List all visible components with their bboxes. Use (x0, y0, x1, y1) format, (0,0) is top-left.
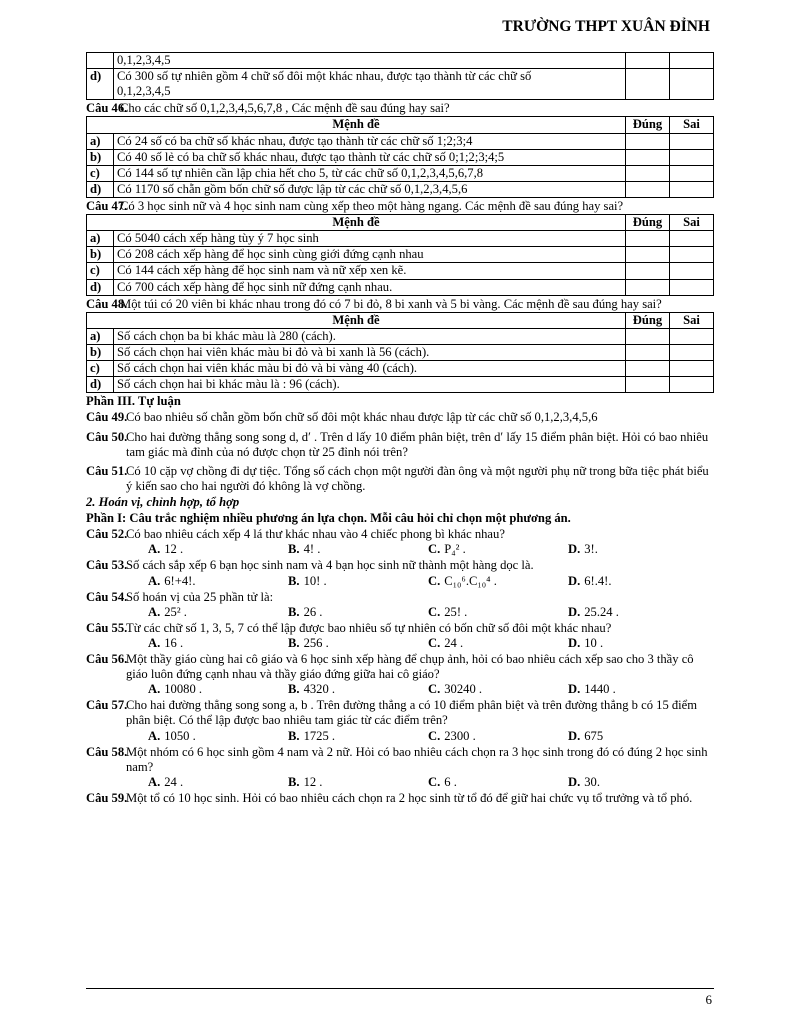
table-header-row (87, 312, 714, 328)
answer-cell-dung[interactable] (626, 279, 670, 295)
answer-cell-dung[interactable] (626, 149, 670, 165)
answer-option[interactable] (148, 775, 288, 790)
answer-cell-dung[interactable] (626, 377, 670, 393)
answer-cell-dung[interactable] (626, 165, 670, 181)
question-stem (86, 652, 714, 682)
answer-cell-sai[interactable] (670, 279, 714, 295)
table-row (87, 149, 714, 165)
page-number: 6 (705, 992, 712, 1007)
row-text: Có 144 cách xếp hàng để học sinh nam và nữ xếp xen kẽ. (114, 263, 626, 279)
table-row (87, 133, 714, 149)
row-text-line1: Có 300 số tự nhiên gồm 4 chữ số đôi một khác nhau, được tạo thành từ các chữ số (117, 69, 532, 84)
table-header-row (87, 215, 714, 231)
row-label: a) (87, 231, 114, 247)
question-text: Một túi có 20 viên bi khác nhau trong đó có 7 bi đỏ, 8 bi xanh và 5 bi vàng. Các mệnh đề sau đúng hay sai? (120, 296, 662, 311)
answer-option[interactable] (148, 542, 288, 557)
answer-cell-sai[interactable] (670, 165, 714, 181)
table-row (87, 53, 714, 69)
col-header-dung: Đúng (626, 117, 670, 133)
option-key: C. (428, 728, 441, 743)
option-key: A. (148, 774, 161, 789)
answer-cell-dung[interactable] (626, 133, 670, 149)
option-value: 2300 . (444, 728, 476, 743)
question-46 (86, 101, 714, 116)
question-50 (86, 430, 714, 460)
answer-option[interactable] (288, 542, 428, 557)
option-value: 25.24 . (584, 604, 619, 619)
answer-option[interactable] (568, 682, 708, 697)
option-key: A. (148, 682, 161, 697)
option-key: B. (288, 728, 300, 743)
option-key: A. (148, 573, 161, 588)
option-key: A. (148, 604, 161, 619)
question-text: Một nhóm có 6 học sinh gồm 4 nam và 2 nữ. Hỏi có bao nhiêu cách chọn ra 3 học sinh trong đó có đúng 2 học sinh nam? (126, 744, 708, 774)
question-text: Một tổ có 10 học sinh. Hỏi có bao nhiêu cách chọn ra 2 học sinh từ tổ đó để giữ hai chức vụ tổ trưởng và tổ phó. (126, 791, 693, 806)
answer-option[interactable] (288, 574, 428, 589)
option-value: 10! . (303, 573, 327, 588)
option-key: B. (288, 573, 300, 588)
q47-table (86, 214, 714, 296)
table-row (87, 263, 714, 279)
row-label: b) (87, 149, 114, 165)
row-label: d) (87, 181, 114, 197)
answer-cell-sai[interactable] (670, 247, 714, 263)
answer-cell-sai[interactable] (670, 181, 714, 197)
answer-options (86, 775, 714, 790)
option-value: 6!+4!. (164, 573, 196, 588)
option-key: B. (288, 604, 300, 619)
col-header-menh-de: Mệnh đề (87, 215, 626, 231)
option-value: 6 . (444, 774, 457, 789)
col-header-sai: Sai (670, 312, 714, 328)
option-value: 4320 . (303, 682, 336, 697)
answer-option[interactable] (148, 729, 288, 744)
row-text: Số cách chọn ba bi khác màu là 280 (cách). (114, 328, 626, 344)
part-3-title: Phần III. Tự luận (86, 394, 181, 409)
option-key: C. (428, 604, 441, 619)
row-text: Có 144 số tự nhiên cần lập chia hết cho 5, từ các chữ số 0,1,2,3,4,5,6,7,8 (114, 165, 626, 181)
col-header-sai: Sai (670, 117, 714, 133)
question-51 (86, 464, 714, 494)
answer-cell-dung[interactable] (626, 53, 670, 69)
question-text: Có bao nhiêu cách xếp 4 lá thư khác nhau vào 4 chiếc phong bì khác nhau? (126, 527, 505, 542)
col-header-menh-de: Mệnh đề (87, 117, 626, 133)
answer-option[interactable] (568, 542, 708, 557)
row-text (114, 69, 626, 100)
option-key: D. (568, 573, 581, 588)
answer-cell-sai[interactable] (670, 69, 714, 100)
option-value: 24 . (164, 774, 184, 789)
option-key: A. (148, 635, 161, 650)
mcq-list (86, 527, 714, 790)
question-number: Câu 52. (86, 527, 128, 542)
option-value: 256 . (303, 635, 329, 650)
table-row (87, 344, 714, 360)
question-47 (86, 199, 714, 214)
answer-option[interactable] (568, 574, 708, 589)
table-row (87, 69, 714, 100)
row-text: Có 24 số có ba chữ số khác nhau, được tạo thành từ các chữ số 1;2;3;4 (114, 133, 626, 149)
prev-question-table (86, 52, 714, 100)
answer-cell-dung[interactable] (626, 361, 670, 377)
col-header-dung: Đúng (626, 215, 670, 231)
row-text: Số cách chọn hai viên khác màu bi đỏ và bi xanh là 56 (cách). (114, 344, 626, 360)
option-key: D. (568, 682, 581, 697)
question-number: Câu 59. (86, 791, 128, 806)
question-number: Câu 49. (86, 410, 128, 425)
answer-option[interactable] (568, 605, 708, 620)
answer-cell-sai[interactable] (670, 361, 714, 377)
option-key: D. (568, 542, 581, 557)
answer-cell-dung[interactable] (626, 69, 670, 100)
table-row (87, 231, 714, 247)
q46-table (86, 116, 714, 198)
question-text: Có 10 cặp vợ chồng đi dự tiệc. Tổng số cách chọn một người đàn ông và một người phụ nữ trong bữa tiệc phát biểu ý kiến sao cho hai người đó không là vợ chồng. (126, 463, 709, 493)
answer-cell-sai[interactable] (670, 53, 714, 69)
row-label: b) (87, 247, 114, 263)
row-text: Có 700 cách xếp hàng để học sinh nữ đứng cạnh nhau. (114, 279, 626, 295)
question-text: Số cách sắp xếp 6 bạn học sinh nam và 4 bạn học sinh nữ thành một hàng dọc là. (126, 558, 534, 573)
option-value: 16 . (164, 635, 184, 650)
answer-cell-sai[interactable] (670, 344, 714, 360)
option-value: 30240 . (444, 682, 483, 697)
answer-option[interactable] (428, 682, 568, 697)
table-row (87, 279, 714, 295)
option-value: 6!.4!. (584, 573, 612, 588)
option-key: D. (568, 635, 581, 650)
option-value: 12 . (303, 774, 323, 789)
answer-option[interactable] (148, 636, 288, 651)
col-header-menh-de: Mệnh đề (87, 312, 626, 328)
q48-table (86, 312, 714, 394)
table-row (87, 377, 714, 393)
question-text: Có bao nhiêu số chẵn gồm bốn chữ số đôi một khác nhau được lập từ các chữ số 0,1,2,3,4,5,6 (126, 410, 598, 425)
row-label: d) (87, 279, 114, 295)
row-text: Có 5040 cách xếp hàng tùy ý 7 học sinh (114, 231, 626, 247)
mcq-question (86, 621, 714, 651)
answer-options (86, 605, 714, 620)
question-number: Câu 58. (86, 744, 128, 759)
row-text: Số cách chọn hai bi khác màu là : 96 (cách). (114, 377, 626, 393)
table-row (87, 181, 714, 197)
option-key: D. (568, 774, 581, 789)
answer-cell-sai[interactable] (670, 149, 714, 165)
option-value: P₄² . (444, 542, 466, 557)
school-header: TRƯỜNG THPT XUÂN ĐỈNH (502, 18, 710, 35)
row-text: Số cách chọn hai viên khác màu bi đỏ và bi vàng 40 (cách). (114, 361, 626, 377)
table-row (87, 247, 714, 263)
answer-option[interactable] (148, 605, 288, 620)
page-content (86, 52, 714, 806)
option-value: 25! . (444, 604, 468, 619)
answer-option[interactable] (148, 574, 288, 589)
option-key: C. (428, 635, 441, 650)
question-stem (86, 527, 714, 542)
option-key: B. (288, 682, 300, 697)
answer-option[interactable] (428, 636, 568, 651)
answer-options (86, 542, 714, 557)
row-text: 0,1,2,3,4,5 (114, 53, 626, 69)
mcq-question (86, 652, 714, 697)
mcq-question (86, 558, 714, 588)
section-2-title: 2. Hoán vị, chỉnh hợp, tổ hợp (86, 494, 240, 509)
answer-option[interactable] (428, 729, 568, 744)
table-row (87, 361, 714, 377)
question-text: Cho hai đường thẳng song song a, b . Trên đường thẳng a có 10 điểm phân biệt và trên đường thẳng b có 15 điểm phân biệt. Có thể lập được bao nhiêu tam giác từ các điểm trên? (126, 698, 698, 728)
question-stem (86, 590, 714, 605)
row-label: a) (87, 133, 114, 149)
question-stem (86, 698, 714, 728)
row-label: d) (87, 69, 114, 100)
question-stem (86, 745, 714, 775)
row-label: c) (87, 361, 114, 377)
option-value: 10 . (584, 635, 604, 650)
mcq-question (86, 698, 714, 743)
option-key: C. (428, 573, 441, 588)
option-value: C₁₀⁶.C₁₀⁴ . (444, 573, 497, 588)
row-text: Có 208 cách xếp hàng để học sinh cùng giới đứng cạnh nhau (114, 247, 626, 263)
mcq-question (86, 527, 714, 557)
row-label: d) (87, 377, 114, 393)
row-label: a) (87, 328, 114, 344)
question-number: Câu 57. (86, 698, 128, 713)
answer-cell-dung[interactable] (626, 231, 670, 247)
question-number: Câu 51. (86, 463, 128, 478)
col-header-sai: Sai (670, 215, 714, 231)
table-row (87, 328, 714, 344)
question-59 (86, 791, 714, 806)
option-value: 10080 . (164, 682, 203, 697)
option-key: C. (428, 682, 441, 697)
question-text: Số hoán vị của 25 phần tử là: (126, 589, 274, 604)
option-key: A. (148, 542, 161, 557)
answer-option[interactable] (428, 542, 568, 557)
option-value: 30. (584, 774, 600, 789)
question-text: Cho các chữ số 0,1,2,3,4,5,6,7,8 , Các mệnh đề sau đúng hay sai? (120, 101, 450, 116)
option-key: B. (288, 774, 300, 789)
option-key: B. (288, 542, 300, 557)
answer-cell-sai[interactable] (670, 263, 714, 279)
option-value: 4! . (303, 542, 321, 557)
option-value: 25² . (164, 604, 187, 619)
answer-option[interactable] (568, 636, 708, 651)
option-value: 12 . (164, 542, 184, 557)
table-header-row (87, 117, 714, 133)
question-number: Câu 54. (86, 589, 128, 604)
answer-cell-dung[interactable] (626, 181, 670, 197)
question-number: Câu 53. (86, 558, 128, 573)
question-number: Câu 56. (86, 652, 128, 667)
answer-option[interactable] (288, 605, 428, 620)
question-number: Câu 47. (86, 198, 128, 213)
answer-options (86, 636, 714, 651)
answer-options (86, 682, 714, 697)
answer-option[interactable] (288, 775, 428, 790)
question-text: Một thầy giáo cùng hai cô giáo và 6 học sinh xếp hàng để chụp ảnh, hỏi có bao nhiêu cách xếp sao cho 3 thầy cô giáo luôn đứng cạnh nhau và thầy giáo đứng giữa hai cô giáo? (126, 652, 694, 682)
row-label (87, 53, 114, 69)
answer-option[interactable] (428, 775, 568, 790)
answer-option[interactable] (428, 574, 568, 589)
answer-option[interactable] (288, 682, 428, 697)
mcq-question (86, 745, 714, 790)
mcq-question (86, 590, 714, 620)
question-49 (86, 410, 714, 425)
question-text: Cho hai đường thẳng song song d, d′ . Trên d lấy 10 điểm phân biệt, trên d′ lấy 15 điểm phân biệt. Hỏi có bao nhiêu tam giác mà đỉnh của nó được chọn từ 25 đỉnh nói trên? (126, 429, 709, 459)
option-value: 24 . (444, 635, 464, 650)
option-key: B. (288, 635, 300, 650)
col-header-dung: Đúng (626, 312, 670, 328)
row-text: Có 40 số lẻ có ba chữ số khác nhau, được tạo thành từ các chữ số 0;1;2;3;4;5 (114, 149, 626, 165)
answer-cell-sai[interactable] (670, 328, 714, 344)
answer-options (86, 729, 714, 744)
answer-cell-dung[interactable] (626, 328, 670, 344)
option-value: 675 (584, 728, 604, 743)
answer-cell-dung[interactable] (626, 344, 670, 360)
answer-cell-dung[interactable] (626, 263, 670, 279)
option-value: 1440 . (584, 682, 616, 697)
question-text: Có 3 học sinh nữ và 4 học sinh nam cùng xếp theo một hàng ngang. Các mệnh đề sau đúng hay sai? (120, 198, 624, 213)
answer-cell-sai[interactable] (670, 377, 714, 393)
answer-option[interactable] (148, 682, 288, 697)
answer-cell-sai[interactable] (670, 231, 714, 247)
footer-divider (86, 988, 714, 989)
answer-option[interactable] (568, 729, 708, 744)
row-label: c) (87, 263, 114, 279)
option-value: 3!. (584, 542, 598, 557)
answer-cell-dung[interactable] (626, 247, 670, 263)
answer-option[interactable] (568, 775, 708, 790)
option-key: D. (568, 604, 581, 619)
option-key: C. (428, 542, 441, 557)
question-number: Câu 55. (86, 620, 128, 635)
question-number: Câu 48. (86, 296, 128, 311)
row-text-line2: 0,1,2,3,4,5 (117, 84, 171, 99)
answer-option[interactable] (288, 636, 428, 651)
option-key: A. (148, 728, 161, 743)
question-stem (86, 558, 714, 573)
option-value: 1725 . (303, 728, 336, 743)
option-key: D. (568, 728, 581, 743)
question-48 (86, 297, 714, 312)
answer-option[interactable] (288, 729, 428, 744)
question-number: Câu 46. (86, 101, 128, 116)
option-value: 26 . (303, 604, 323, 619)
answer-option[interactable] (428, 605, 568, 620)
table-row (87, 165, 714, 181)
row-label: c) (87, 165, 114, 181)
option-value: 1050 . (164, 728, 196, 743)
option-key: C. (428, 774, 441, 789)
question-stem (86, 621, 714, 636)
answer-cell-sai[interactable] (670, 133, 714, 149)
row-label: b) (87, 344, 114, 360)
question-text: Từ các chữ số 1, 3, 5, 7 có thể lập được bao nhiêu số tự nhiên có bốn chữ số đôi một khác nhau? (126, 620, 612, 635)
question-number: Câu 50. (86, 429, 128, 444)
part-1-title: Phần I: Câu trắc nghiệm nhiều phương án lựa chọn. Mỗi câu hỏi chỉ chọn một phương án. (86, 511, 571, 526)
answer-options (86, 574, 714, 589)
row-text: Có 1170 số chẵn gồm bốn chữ số được lập từ các chữ số 0,1,2,3,4,5,6 (114, 181, 626, 197)
